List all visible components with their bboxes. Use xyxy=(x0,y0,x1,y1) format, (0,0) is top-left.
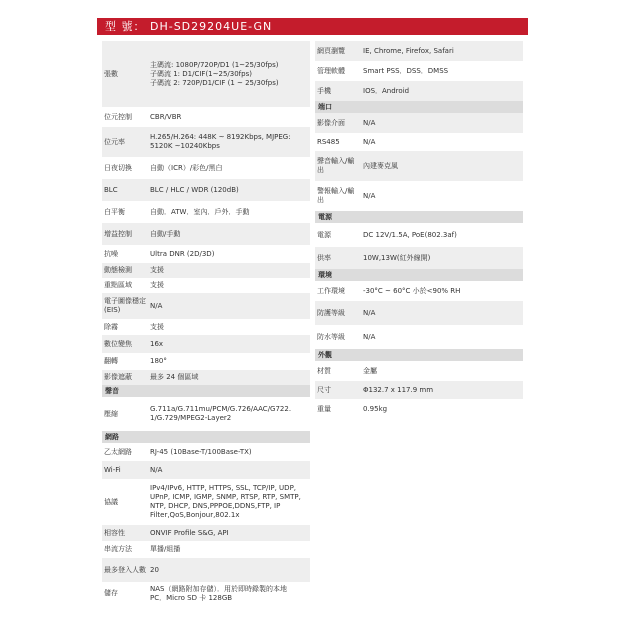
section-header: 端口 xyxy=(315,101,523,113)
spec-value-line: -30°C ~ 60°C 小於<90% RH xyxy=(363,286,461,295)
spec-value xyxy=(146,107,310,127)
section-header: 環境 xyxy=(315,269,523,281)
spec-value-line: Filter,QoS,Bonjour,802.1x xyxy=(150,511,240,519)
spec-label: 串流方法 xyxy=(104,545,132,553)
spec-label: 警報輸入/輸出 xyxy=(317,187,355,204)
spec-row xyxy=(315,81,523,101)
spec-row xyxy=(315,61,523,81)
spec-value-line: 自動．ATW．室內．戶外．手動 xyxy=(150,207,250,216)
spec-row xyxy=(315,325,523,349)
spec-label: 儲存 xyxy=(104,589,118,597)
spec-value-line: 內建麥克風 xyxy=(363,161,398,170)
spec-label: 日夜切換 xyxy=(104,163,132,172)
spec-label: 相容性 xyxy=(104,528,125,537)
spec-label: 乙太網路 xyxy=(104,447,132,456)
spec-row xyxy=(102,479,310,525)
spec-value xyxy=(146,223,310,245)
spec-value xyxy=(146,541,310,558)
spec-value xyxy=(359,381,523,399)
spec-row xyxy=(102,461,310,479)
spec-value xyxy=(359,81,523,101)
spec-label: 重量 xyxy=(317,404,331,413)
spec-value xyxy=(359,113,523,133)
model-title: 型 號： DH-SD29204UE-GN xyxy=(105,20,273,33)
spec-value-line: 支援 xyxy=(150,266,164,274)
spec-label: 數位變焦 xyxy=(104,339,132,348)
spec-row xyxy=(102,353,310,370)
spec-label: 張數 xyxy=(104,69,118,78)
spec-row xyxy=(102,41,310,107)
spec-label: Wi-Fi xyxy=(104,465,121,474)
spec-label: 白平衡 xyxy=(104,207,125,216)
spec-value-line: 金屬 xyxy=(363,366,377,375)
spec-value-line: 5120K ~10240Kbps xyxy=(150,142,220,150)
spec-column-right xyxy=(315,41,523,419)
section-header: 聲音 xyxy=(102,385,310,397)
spec-value xyxy=(359,151,523,181)
spec-value-line: 自動/手動 xyxy=(150,229,181,238)
spec-label: 管理軟體 xyxy=(317,66,345,75)
spec-value-line: 1/G.729/MPEG2-Layer2 xyxy=(150,414,232,422)
spec-label: 除霧 xyxy=(104,322,118,331)
spec-value xyxy=(146,461,310,479)
spec-row xyxy=(102,179,310,201)
spec-value xyxy=(359,361,523,381)
spec-value xyxy=(146,278,310,293)
spec-value-line: 支援 xyxy=(150,322,164,331)
spec-value-line: Φ132.7 x 117.9 mm xyxy=(363,385,434,394)
spec-value-line: NAS（網路附加存儲）．用於即時錄製的本地 xyxy=(150,584,287,593)
spec-value-line: Ultra DNR (2D/3D) xyxy=(150,249,215,258)
spec-value-line: N/A xyxy=(150,301,163,310)
spec-row xyxy=(315,399,523,419)
spec-label: 網頁瀏覽 xyxy=(317,46,345,55)
spec-label: RS485 xyxy=(317,137,340,146)
spec-value xyxy=(359,61,523,81)
spec-label: BLC xyxy=(104,185,118,194)
spec-value-line: 子碼流 2: 720P/D1/CIF (1 ~ 25/30fps) xyxy=(150,78,279,87)
spec-row xyxy=(315,301,523,325)
spec-value-line: 最多 24 個區域 xyxy=(150,373,199,381)
spec-column-left xyxy=(102,41,310,605)
section-header: 電源 xyxy=(315,211,523,223)
spec-label: 位元控制 xyxy=(104,112,132,121)
spec-row xyxy=(102,201,310,223)
spec-label: 影像介面 xyxy=(317,118,345,127)
spec-label: 供率 xyxy=(317,253,331,262)
spec-row xyxy=(102,397,310,431)
spec-row xyxy=(315,41,523,61)
spec-value xyxy=(146,525,310,541)
spec-value-line: N/A xyxy=(363,137,376,146)
section-header: 外觀 xyxy=(315,349,523,361)
spec-label: 壓縮 xyxy=(104,409,118,418)
spec-value-line: 單播/組播 xyxy=(150,545,181,553)
spec-label: 翻轉 xyxy=(104,357,118,365)
spec-value xyxy=(359,41,523,61)
spec-value-line: 0.95kg xyxy=(363,404,388,413)
spec-row xyxy=(102,278,310,293)
spec-label: 聲音輸入/輸出 xyxy=(317,157,355,174)
spec-row xyxy=(102,157,310,179)
spec-row xyxy=(102,263,310,278)
spec-value-line: H.265/H.264: 448K ~ 8192Kbps, MJPEG: xyxy=(150,133,291,141)
spec-row xyxy=(102,582,310,605)
spec-row xyxy=(102,525,310,541)
spec-row xyxy=(102,223,310,245)
spec-row xyxy=(315,223,523,247)
spec-value-line: G.711a/G.711mu/PCM/G.726/AAC/G722. xyxy=(150,405,292,413)
spec-row xyxy=(102,245,310,263)
spec-label: 增益控制 xyxy=(104,229,132,238)
spec-label: 影像遮蔽 xyxy=(104,373,132,381)
spec-value-line: N/A xyxy=(150,465,163,474)
spec-value-line: Smart PSS．DSS．DMSS xyxy=(363,66,449,75)
spec-value xyxy=(146,245,310,263)
spec-row xyxy=(102,127,310,157)
spec-value-line: 16x xyxy=(150,339,164,348)
spec-value xyxy=(359,301,523,325)
spec-value-line: 20 xyxy=(150,565,159,574)
spec-row xyxy=(102,541,310,558)
spec-row xyxy=(102,293,310,319)
spec-row xyxy=(315,151,523,181)
spec-row xyxy=(315,113,523,133)
spec-value-line: BLC / HLC / WDR (120dB) xyxy=(150,185,239,194)
spec-label: 尺寸 xyxy=(317,385,331,394)
spec-value-line: CBR/VBR xyxy=(150,112,182,121)
spec-row xyxy=(315,381,523,399)
spec-value-line: IOS．Android xyxy=(363,86,410,95)
spec-label: 位元率 xyxy=(104,137,125,146)
spec-value xyxy=(359,325,523,349)
spec-label: 防護等級 xyxy=(317,308,345,317)
spec-row xyxy=(102,558,310,582)
spec-row xyxy=(315,247,523,269)
spec-value xyxy=(146,353,310,370)
spec-value-line: ONVIF Profile S&G, API xyxy=(150,528,229,537)
spec-value xyxy=(146,319,310,335)
spec-label: 電源 xyxy=(317,230,331,239)
spec-value xyxy=(146,397,310,431)
spec-label: 最多登入人數 xyxy=(104,565,146,574)
spec-value xyxy=(146,157,310,179)
spec-value-line: N/A xyxy=(363,332,376,341)
spec-row xyxy=(102,319,310,335)
spec-label: 手機 xyxy=(317,86,331,95)
spec-row xyxy=(315,281,523,301)
spec-value xyxy=(146,179,310,201)
spec-value xyxy=(359,281,523,301)
spec-value xyxy=(359,181,523,211)
spec-value xyxy=(359,247,523,269)
section-header: 網路 xyxy=(102,431,310,443)
spec-label: 重點區域 xyxy=(104,281,132,289)
spec-value-line: 10W,13W(紅外線開) xyxy=(363,253,431,262)
spec-value-line: IE, Chrome, Firefox, Safari xyxy=(363,46,454,55)
spec-label: 防水等級 xyxy=(317,332,345,341)
spec-value-line: IPv4/IPv6, HTTP, HTTPS, SSL, TCP/IP, UDP, xyxy=(150,484,297,492)
spec-value xyxy=(359,399,523,419)
spec-value-line: NTP, DHCP, DNS,PPPOE,DDNS,FTP, IP xyxy=(150,502,281,510)
spec-value xyxy=(146,263,310,278)
spec-label: 工作環境 xyxy=(317,286,345,295)
spec-value-line: PC．Micro SD 卡 128GB xyxy=(150,593,233,602)
spec-label: 動態檢測 xyxy=(104,266,132,274)
spec-value-line: N/A xyxy=(363,191,376,200)
spec-value xyxy=(146,582,310,605)
spec-value-line: 子碼流 1: D1/CIF(1~25/30fps) xyxy=(150,69,252,78)
spec-value xyxy=(146,335,310,353)
spec-row xyxy=(315,133,523,151)
spec-row xyxy=(102,335,310,353)
spec-row xyxy=(315,361,523,381)
spec-label: 電子圖像穩定(EIS) xyxy=(104,297,146,314)
spec-value-line: 支援 xyxy=(150,281,164,289)
spec-row xyxy=(102,370,310,385)
spec-value xyxy=(146,443,310,461)
spec-label: 抗噪 xyxy=(104,249,118,258)
spec-value xyxy=(359,223,523,247)
spec-value xyxy=(146,370,310,385)
spec-value xyxy=(146,558,310,582)
model-title-bar xyxy=(97,18,528,35)
spec-value-line: 自動（ICR）/彩色/黑白 xyxy=(150,163,223,172)
spec-value xyxy=(146,41,310,107)
spec-value-line: UPnP, ICMP, IGMP, SNMP, RTSP, RTP, SMTP, xyxy=(150,493,301,501)
spec-label: 材質 xyxy=(317,366,331,375)
spec-value xyxy=(146,127,310,157)
spec-value xyxy=(146,479,310,525)
spec-value-line: 180° xyxy=(150,357,167,365)
spec-row xyxy=(102,443,310,461)
spec-value xyxy=(146,293,310,319)
spec-value xyxy=(359,133,523,151)
spec-value-line: N/A xyxy=(363,308,376,317)
spec-value-line: DC 12V/1.5A, PoE(802.3af) xyxy=(363,230,457,239)
spec-value-line: RJ-45 (10Base-T/100Base-TX) xyxy=(150,447,252,456)
spec-row xyxy=(315,181,523,211)
spec-row xyxy=(102,107,310,127)
spec-label: 協議 xyxy=(104,497,118,506)
spec-value xyxy=(146,201,310,223)
spec-value-line: 主碼流: 1080P/720P/D1 (1~25/30fps) xyxy=(150,60,279,69)
spec-value-line: N/A xyxy=(363,118,376,127)
